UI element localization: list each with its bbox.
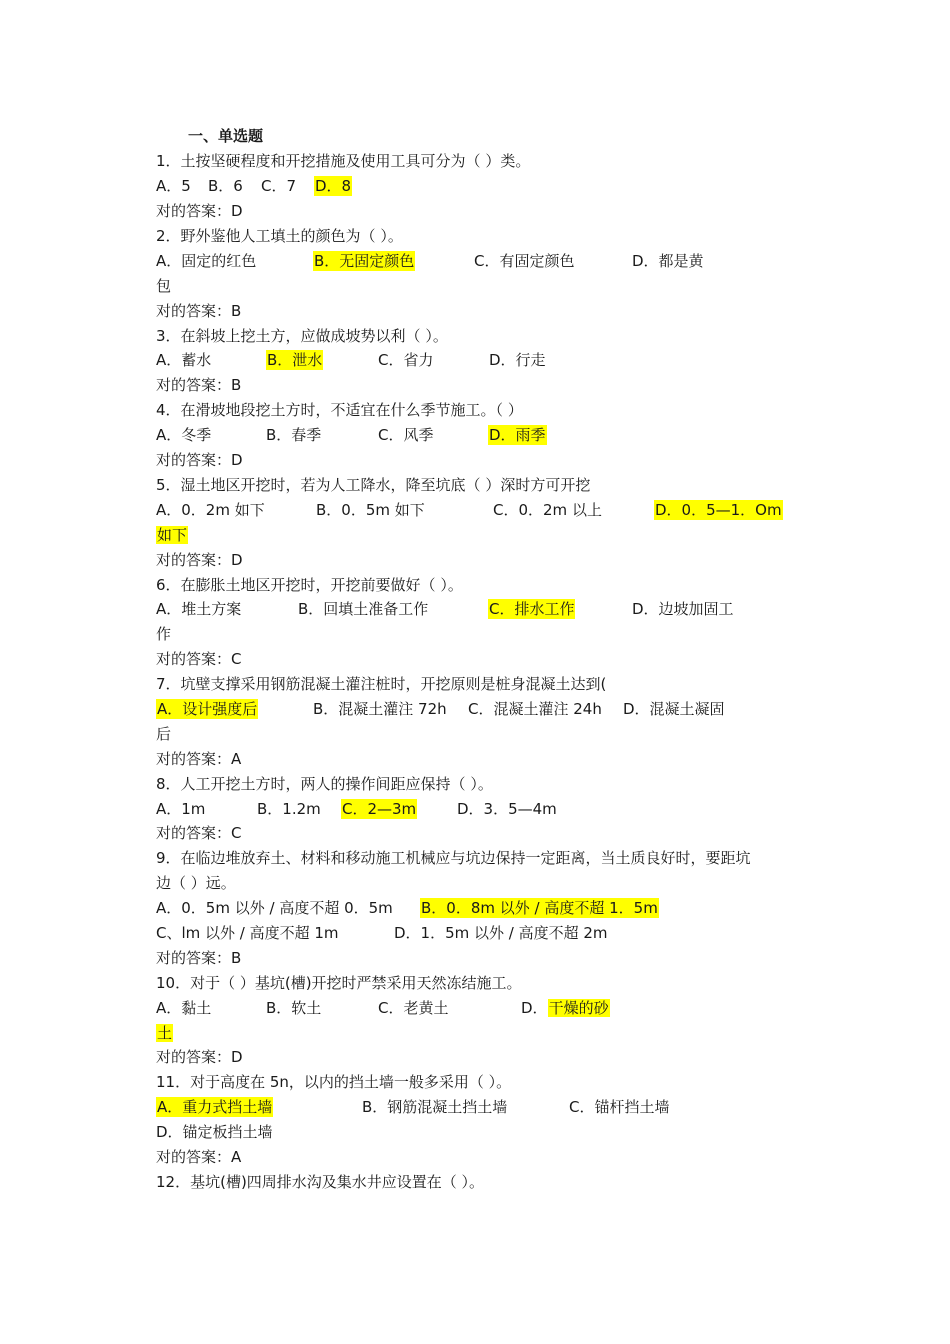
section-heading: 一、单选题 [188,127,264,145]
option-b-highlighted: B．泄水 [267,351,323,369]
option-b: B．0．5m 如下 [316,501,425,519]
option-a: A．堆土方案 [156,600,242,618]
option-d-label: D．干燥的砂 [521,999,609,1017]
question-3-answer: 对的答案：B [156,376,242,394]
option-d: D．3．5—4m [457,800,557,818]
option-d [521,998,610,1018]
question-2-text: 2．野外鉴他人工填土的颜色为（ ）。 [156,227,403,245]
option-a: A．0．5m 以外 / 高度不超 0．5m [156,899,393,917]
option-b: B．春季 [266,426,322,444]
question-1-answer: 对的答案：D [156,202,243,220]
question-4-answer: 对的答案：D [156,451,243,469]
option-c: C．有固定颜色 [474,252,575,270]
question-1-text: 1．土按坚硬程度和开挖措施及使用工具可分为（ ）类。 [156,152,531,170]
option-d-wrap-highlighted: 土 [157,1024,173,1042]
option-d: D．行走 [489,351,546,369]
option-c: C．0．2m 以上 [493,501,602,519]
question-8-answer: 对的答案：C [156,824,242,842]
option-d: D．1．5m 以外 / 高度不超 2m [394,924,608,942]
option-d-highlighted: D．8 [315,177,352,195]
question-6-wrap: 作 [156,625,172,643]
question-4-text: 4．在滑坡地段挖土方时，不适宜在什么季节施工。（ ） [156,401,523,419]
question-5-answer: 对的答案：D [156,551,243,569]
option-a: A．黏土 [156,999,212,1017]
option-c: C、lm 以外 / 高度不超 1m [156,924,339,942]
option-a: A．5 [156,177,191,195]
question-6-answer: 对的答案：C [156,650,242,668]
option-a: A．固定的红色 [156,252,257,270]
option-d: D．混凝土凝固 [623,700,725,718]
question-9-text-cont: 边（ ）远。 [156,874,236,892]
option-a: A．1m [156,800,206,818]
option-c: C．省力 [378,351,434,369]
question-11-text: 11．对于高度在 5n，以内的挡土墙一般多采用（ ）。 [156,1073,512,1091]
option-d-highlighted: D．雨季 [489,426,546,444]
question-10-answer: 对的答案：D [156,1048,243,1066]
option-c: C．锚杆挡土墙 [569,1098,670,1116]
option-b: B．1.2m [257,800,321,818]
question-12-text: 12．基坑(槽)四周排水沟及集水井应设置在（ ）。 [156,1173,485,1191]
option-a-highlighted: A．重力式挡土墙 [157,1098,273,1116]
option-b: B．回填土准备工作 [298,600,429,618]
question-2-answer: 对的答案：B [156,302,242,320]
option-a: A．0．2m 如下 [156,501,265,519]
option-b-highlighted: B．无固定颜色 [314,252,415,270]
option-c-highlighted: C．2—3m [342,800,417,818]
option-a: A．蓄水 [156,351,212,369]
option-c: C．7 [261,177,297,195]
question-2-wrap: 包 [156,277,172,295]
option-a-highlighted: A．设计强度后 [157,700,258,718]
option-d-wrap-highlighted: 如下 [157,526,188,544]
option-a: A．冬季 [156,426,212,444]
question-7-text: 7．坑壁支撑采用钢筋混凝土灌注桩时，开挖原则是桩身混凝土达到( [156,675,607,693]
option-d: D．边坡加固工 [632,600,734,618]
question-10-wrap [156,1023,173,1043]
question-5-text: 5．湿土地区开挖时，若为人工降水，降至坑底（ ）深时方可开挖 [156,476,591,494]
option-b: B．软土 [266,999,322,1017]
option-c-highlighted: C．排水工作 [489,600,575,618]
question-6-text: 6．在膨胀土地区开挖时，开挖前要做好（ ）。 [156,576,463,594]
option-c: C．老黄土 [378,999,449,1017]
question-9-text: 9．在临边堆放弃土、材料和移动施工机械应与坑边保持一定距离，当土质良好时，要距坑 [156,849,751,867]
option-b-highlighted: B．0．8m 以外 / 高度不超 1．5m [421,899,658,917]
question-5-wrap [156,525,188,545]
question-11-option-d: D．锚定板挡土墙 [156,1123,273,1141]
option-c: C．风季 [378,426,434,444]
option-b: B．钢筋混凝土挡土墙 [362,1098,508,1116]
question-10-text: 10．对于（ ）基坑(槽)开挖时严禁采用天然冻结施工。 [156,974,522,992]
option-d: D．都是黄 [632,252,704,270]
option-b: B．混凝土灌注 72h [313,700,447,718]
option-c: C．混凝土灌注 24h [468,700,602,718]
question-8-text: 8．人工开挖土方时，两人的操作间距应保持（ ）。 [156,775,493,793]
question-9-answer: 对的答案：B [156,949,242,967]
option-d-highlighted: D．0．5—1．Om [655,501,782,519]
option-b: B．6 [208,177,243,195]
question-7-wrap: 后 [156,725,172,743]
question-7-answer: 对的答案：A [156,750,242,768]
question-3-text: 3．在斜坡上挖土方，应做成坡势以利（ ）。 [156,327,448,345]
question-11-answer: 对的答案：A [156,1148,242,1166]
